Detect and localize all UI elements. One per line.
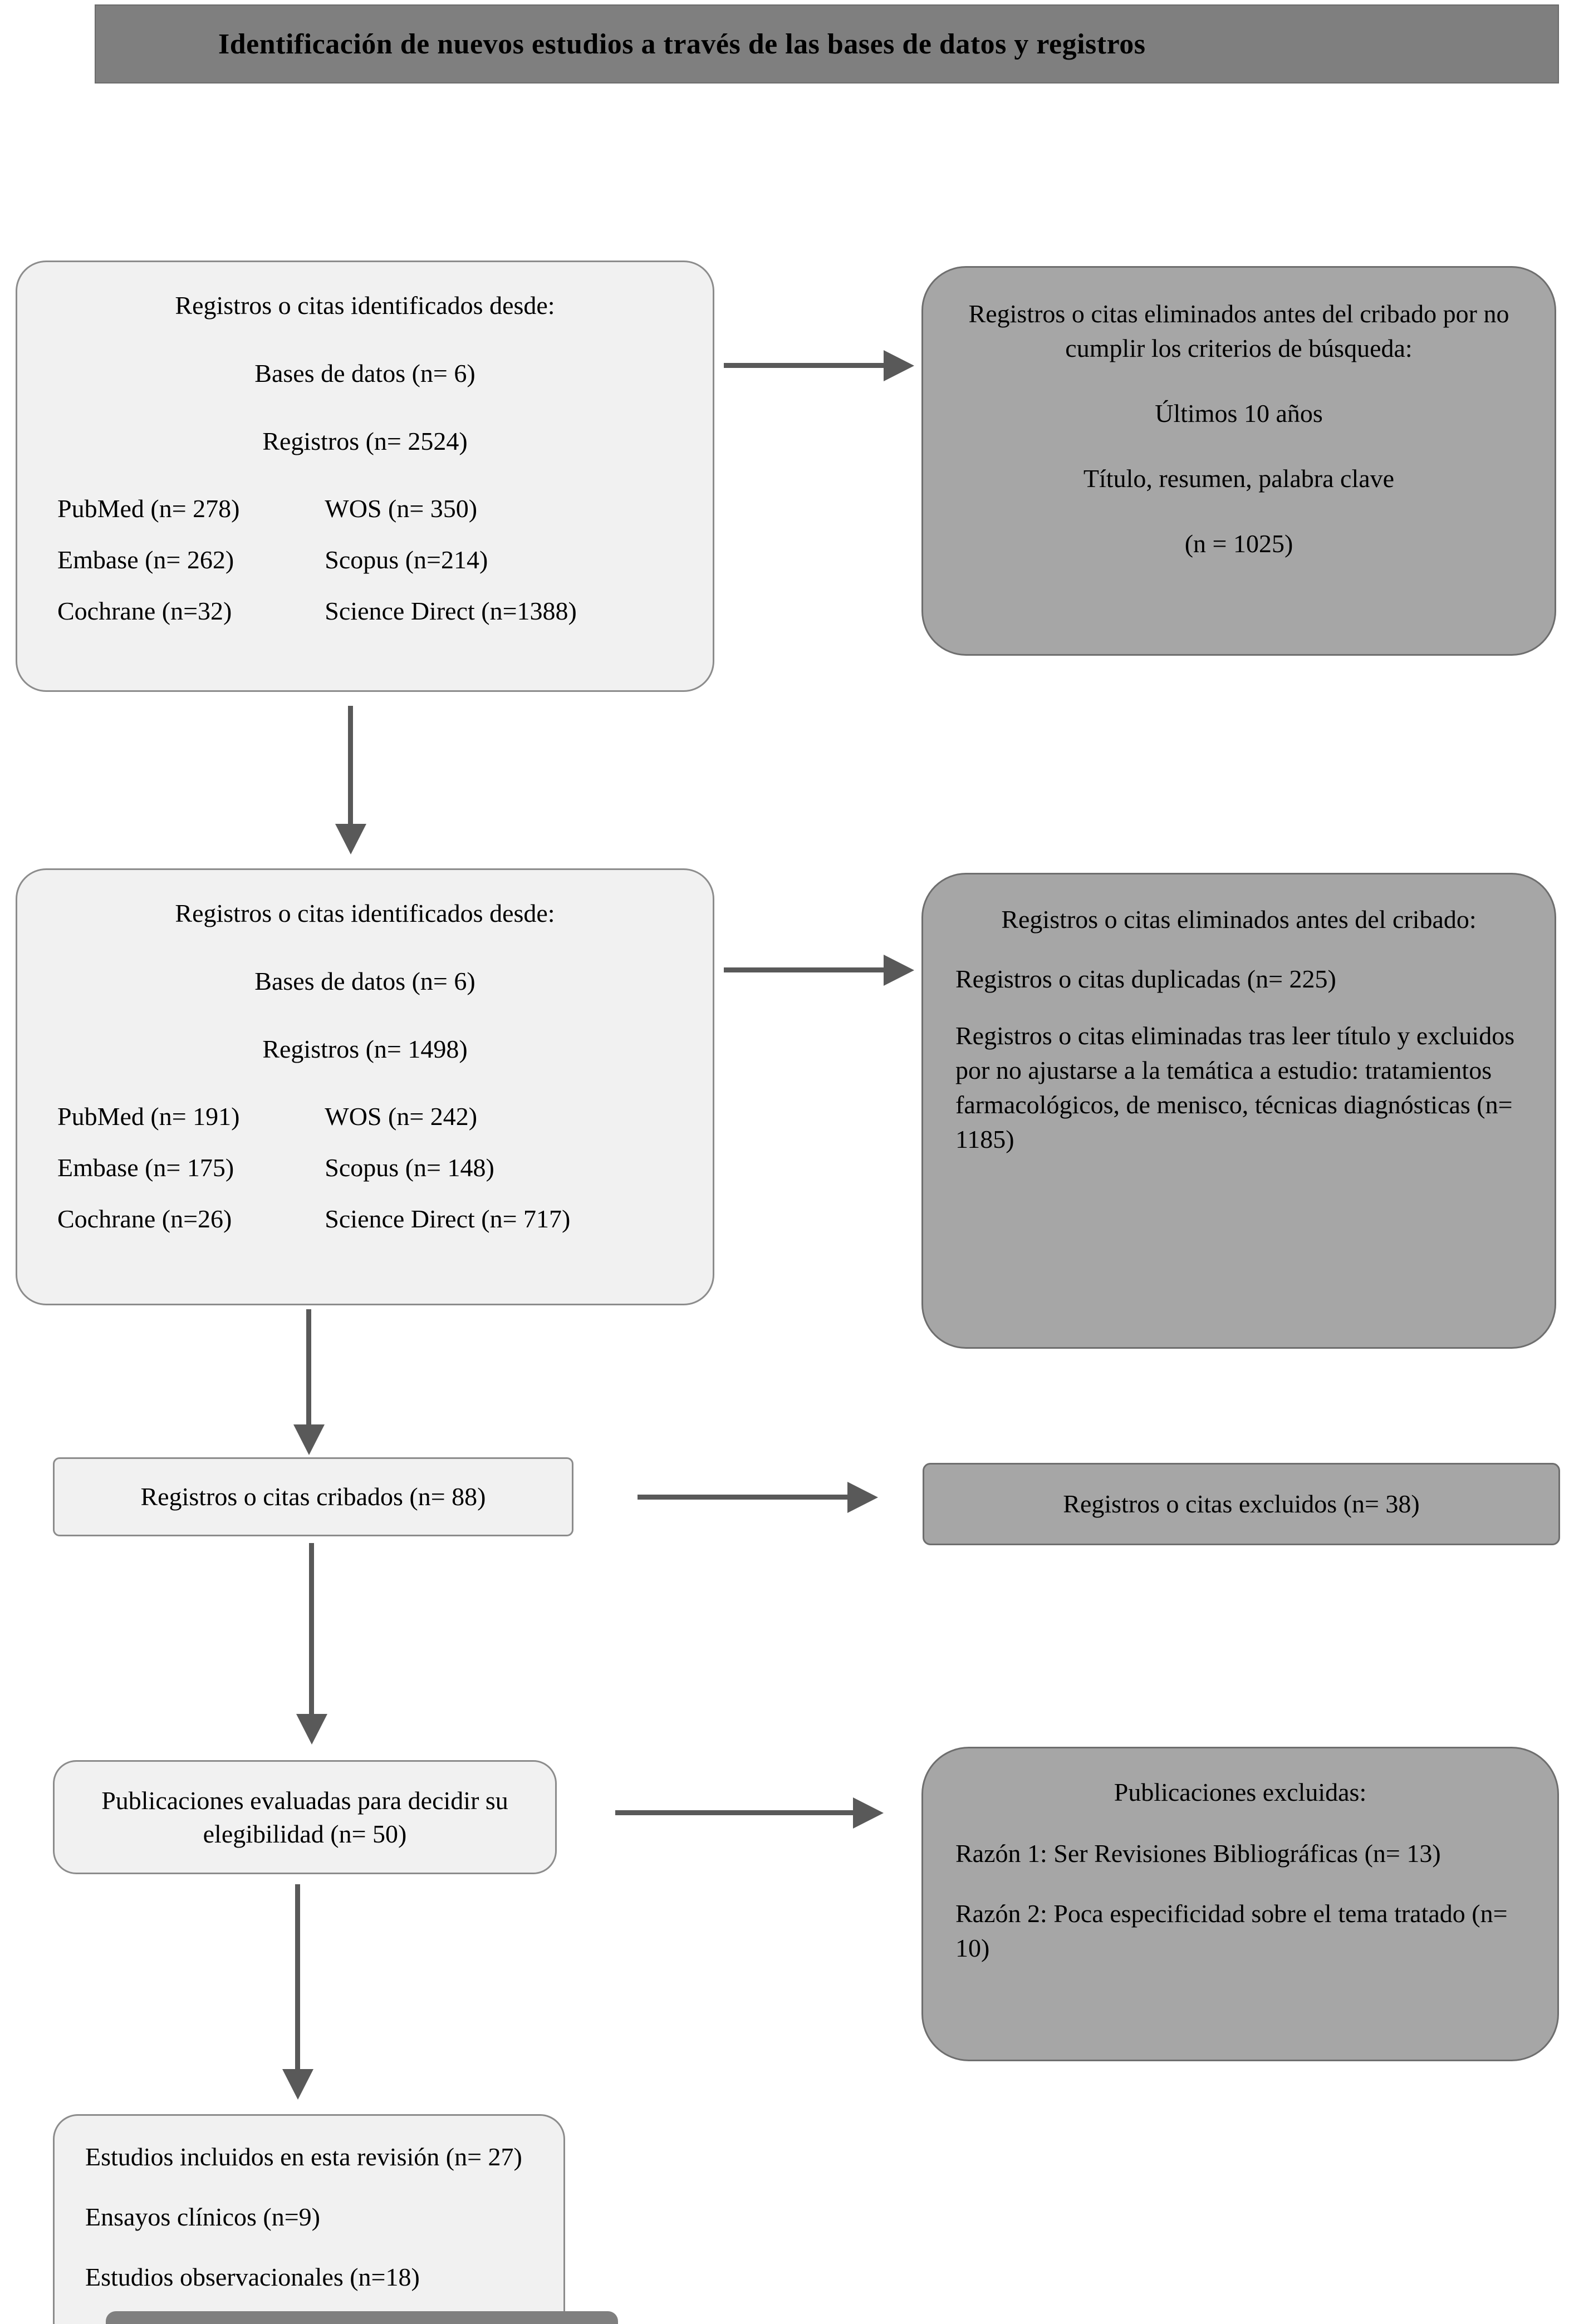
db-cochrane: Cochrane (n=32) [57,596,232,625]
databases-count: Bases de datos (n= 6) [254,358,475,387]
box-studies-included [53,2114,565,2324]
removed-heading: Registros o citas eliminados antes del cribado: [1001,905,1477,933]
db-embase: Embase (n= 262) [57,546,234,574]
arrow-down-assessed-to-included [295,1884,300,2071]
included-total: Estudios incluidos en esta revisión (n= 27) [85,2143,522,2171]
duplicates-removed: Registros o citas duplicadas (n= 225) [955,965,1336,994]
db-cochrane: Cochrane (n=26) [57,1204,232,1233]
clinical-trials-count: Ensayos clínicos (n=9) [85,2202,320,2231]
database-row [51,594,679,628]
removed-heading: Registros o citas eliminados antes del cribado por no cumplir los criterios de búsqueda: [968,299,1509,363]
db-pubmed: PubMed (n= 278) [57,494,240,523]
db-sciencedirect: Science Direct (n= 717) [325,1204,571,1233]
database-row [51,1100,679,1133]
database-row [51,1151,679,1185]
criterion-last-10-years: Últimos 10 años [1155,399,1323,428]
box-removed-before-screening-1 [921,266,1556,656]
db-scopus: Scopus (n=214) [325,546,488,574]
db-sciencedirect: Science Direct (n=1388) [325,596,577,625]
database-row [51,492,679,525]
arrow-right-assessed-to-pubexcluded [615,1810,855,1815]
identified-heading: Registros o citas identificados desde: [175,899,555,927]
db-wos: WOS (n= 242) [325,1102,478,1131]
records-count: Registros (n= 1498) [262,1034,468,1063]
arrow-down-screened-to-assessed [309,1543,314,1716]
exclusion-reason-1: Razón 1: Ser Revisiones Bibliográficas (n= 13) [955,1839,1441,1868]
box-publications-excluded [921,1747,1559,2061]
db-pubmed: PubMed (n= 191) [57,1102,240,1131]
box-identified-records-2 [16,868,714,1305]
db-wos: WOS (n= 350) [325,494,478,523]
arrow-right-screened-to-excluded [638,1495,849,1500]
arrow-down-id1-to-id2 [348,706,353,826]
criterion-title-abstract-keyword: Título, resumen, palabra clave [1083,464,1395,493]
box-records-screened [53,1457,573,1536]
observational-studies-count: Estudios observacionales (n=18) [85,2262,420,2291]
diagram-title: Identificación de nuevos estudios a través de las bases de datos y registros [218,28,1146,60]
arrow-down-id2-to-screened [306,1309,311,1426]
bottom-box-edge [106,2311,618,2324]
removed-after-title-reading: Registros o citas eliminadas tras leer título y excluidos por no ajustarse a la temática a estudio: tratamientos farmacológicos, de menisco, técnicas diagnósticas (n= 1185) [955,1021,1515,1154]
database-row [51,1202,679,1236]
removed-count: (n = 1025) [1184,529,1293,558]
pub-excluded-heading: Publicaciones excluidas: [1114,1778,1367,1806]
arrow-right-id1-to-removed1 [724,363,885,368]
diagram-header [95,4,1559,83]
box-identified-records-1 [16,261,714,692]
box-records-excluded [923,1463,1560,1545]
database-row [51,543,679,577]
exclusion-reason-2: Razón 2: Poca especificidad sobre el tema tratado (n= 10) [955,1899,1508,1963]
databases-count: Bases de datos (n= 6) [254,966,475,995]
assessed-label: Publicaciones evaluadas para decidir su elegibilidad (n= 50) [101,1786,508,1848]
excluded-label: Registros o citas excluidos (n= 38) [1063,1489,1420,1518]
box-removed-before-screening-2 [921,873,1556,1349]
db-scopus: Scopus (n= 148) [325,1153,494,1182]
box-publications-assessed [53,1760,557,1874]
screened-label: Registros o citas cribados (n= 88) [140,1482,486,1511]
identified-heading: Registros o citas identificados desde: [175,291,555,320]
arrow-right-id2-to-removed2 [724,967,885,972]
db-embase: Embase (n= 175) [57,1153,234,1182]
records-count: Registros (n= 2524) [262,426,468,455]
